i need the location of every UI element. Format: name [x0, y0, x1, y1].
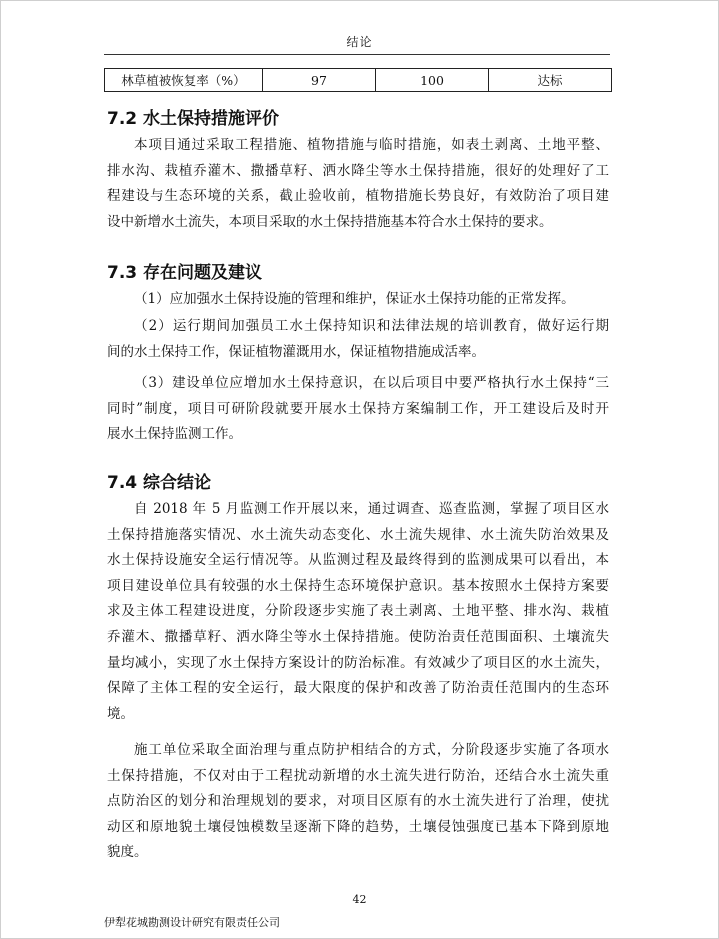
text-line: 保障了主体工程的安全运行，最大限度的保护和改善了防治责任范围内的生态环 — [107, 680, 609, 697]
text-line: （2）运行期间加强员工水土保持知识和法律法规的培训教育，做好运行期 — [134, 318, 609, 334]
text-line: 境。 — [107, 705, 134, 722]
page-number: 42 — [352, 893, 367, 906]
text-line: 排水沟、栽植乔灌木、撒播草籽、洒水降尘等水土保持措施，很好的处理好了工 — [107, 162, 609, 179]
text-line: 间的水土保持工作，保证植物灌溉用水，保证植物措施成活率。 — [107, 343, 485, 360]
table-cell-actual: 100 — [376, 69, 489, 92]
text-line: 项目建设单位具有较强的水土保持生态环境保护意识。基本按照水土保持方案要 — [107, 577, 609, 594]
text-line: 水土保持设施安全运行情况等。从监测过程及最终得到的监测成果可以看出，本 — [107, 552, 609, 569]
paragraph — [107, 497, 609, 727]
text-line: 设中新增水土流失，本项目采取的水土保持措施基本符合水土保持的要求。 — [107, 213, 553, 230]
company-name: 伊犁花城勘测设计研究有限责任公司 — [104, 916, 280, 929]
summary-table — [104, 68, 612, 92]
text-line: 施工单位采取全面治理与重点防护相结合的方式，分阶段逐步实施了各项水 — [134, 742, 609, 758]
paragraph — [107, 287, 609, 313]
text-line: 量均减小，实现了水土保持方案设计的防治标准。有效减少了项目区的水土流失， — [107, 654, 609, 671]
table-row — [105, 69, 612, 92]
text-line: 同时”制度，项目可研阶段就要开展水土保持方案编制工作，开工建设后及时开 — [107, 400, 609, 417]
paragraph — [107, 133, 609, 235]
paragraph — [107, 371, 609, 448]
text-line: 土保持措施落实情况、水土流失动态变化、水土流失规律、水土流失防治效果及 — [107, 526, 609, 543]
text-line: （3）建设单位应增加水土保持意识，在以后项目中要严格执行水土保持“三 — [134, 375, 609, 391]
text-line: （1）应加强水土保持设施的管理和维护，保证水土保持功能的正常发挥。 — [134, 291, 575, 307]
text-line: 展水土保持监测工作。 — [107, 426, 242, 443]
text-line: 土保持措施，不仅对由于工程扰动新增的水土流失进行防治，还结合水土流失重 — [107, 767, 609, 784]
header-rule — [104, 54, 610, 55]
table-cell-indicator: 林草植被恢复率（%） — [105, 69, 263, 92]
text-line: 乔灌木、撒播草籽、洒水降尘等水土保持措施。使防治责任范围面积、土壤流失 — [107, 628, 609, 645]
section-heading: 7.2 水土保持措施评价 — [107, 109, 280, 129]
section-heading: 7.3 存在问题及建议 — [107, 263, 263, 283]
text-line: 求及主体工程建设进度，分阶段逐步实施了表土剥离、土地平整、排水沟、栽植 — [107, 603, 609, 620]
paragraph — [107, 738, 609, 866]
running-header-title: 结论 — [346, 35, 373, 49]
table-cell-result: 达标 — [489, 69, 612, 92]
text-line: 动区和原地貌土壤侵蚀模数呈逐渐下降的趋势，土壤侵蚀强度已基本下降到原地 — [107, 818, 609, 835]
text-line: 程建设与生态环境的关系，截止验收前，植物措施长势良好，有效防治了项目建 — [107, 188, 609, 205]
text-line: 本项目通过采取工程措施、植物措施与临时措施，如表土剥离、土地平整、 — [134, 137, 609, 153]
text-line: 貌度。 — [107, 844, 148, 861]
paragraph — [107, 314, 609, 365]
section-heading: 7.4 综合结论 — [107, 473, 212, 493]
text-line: 点防治区的划分和治理规划的要求，对项目区原有的水土流失进行了治理，使扰 — [107, 793, 609, 810]
text-line: 自 2018 年 5 月监测工作开展以来，通过调查、巡查监测，掌握了项目区水 — [134, 501, 609, 517]
table-cell-target: 97 — [263, 69, 376, 92]
